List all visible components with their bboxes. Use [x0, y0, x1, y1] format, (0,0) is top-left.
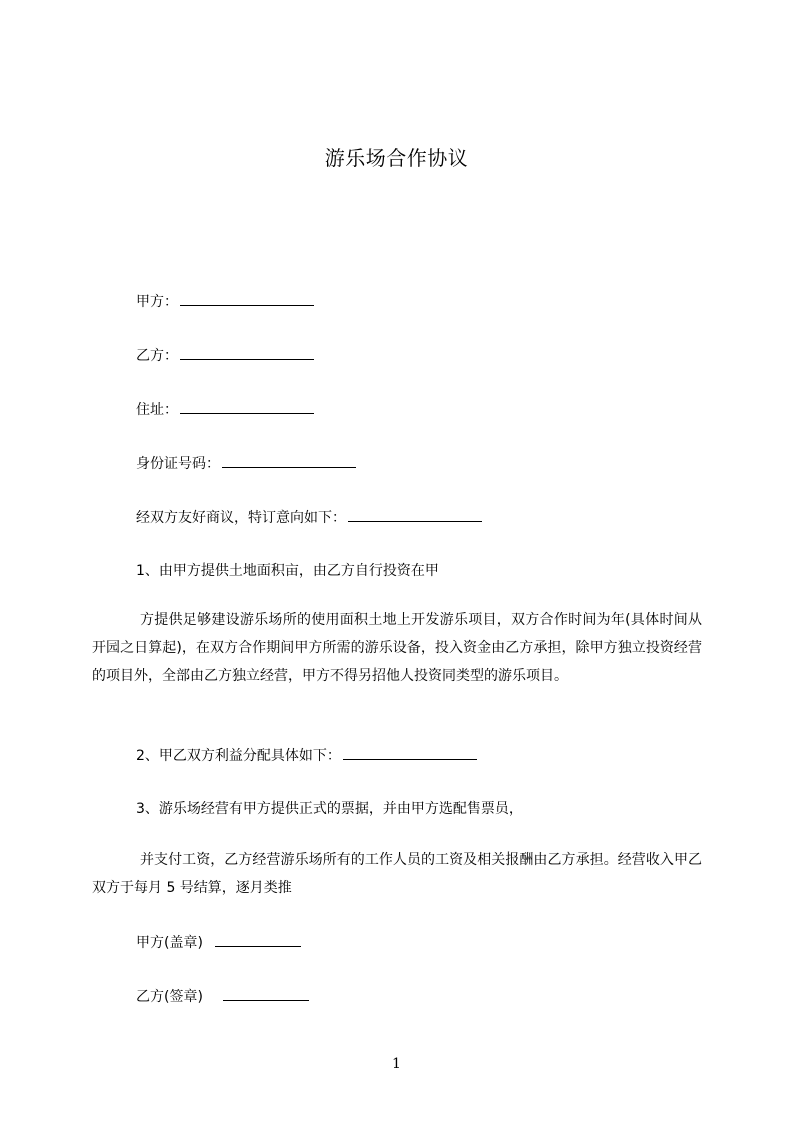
- party-a-seal-blank: [215, 932, 301, 947]
- clause-2-blank: [343, 745, 477, 760]
- clause-2-heading: 2、甲乙双方利益分配具体如下：: [136, 748, 341, 764]
- page-number: 1: [392, 1056, 401, 1072]
- document-title: 游乐场合作协议: [324, 146, 469, 170]
- party-b-label: 乙方：: [136, 348, 178, 364]
- clause-1-heading: 1、由甲方提供土地面积亩，由乙方自行投资在甲: [136, 563, 439, 579]
- party-b-sign-line: [136, 986, 309, 1007]
- clause-1-body: [92, 606, 702, 690]
- clause-3-body: [92, 846, 702, 902]
- id-number-label: 身份证号码：: [136, 456, 220, 472]
- party-a-seal-line: [136, 932, 301, 953]
- clause-3-text: 并支付工资，乙方经营游乐场所有的工作人员的工资及相关报酬由乙方承担。经营收入甲乙双方于每月 5 号结算，逐月类推: [92, 852, 702, 896]
- party-b-line: [136, 345, 314, 366]
- party-a-blank: [180, 291, 314, 306]
- id-number-line: [136, 453, 356, 474]
- address-label: 住址：: [136, 402, 178, 418]
- party-b-sign-label: 乙方(签章): [136, 989, 203, 1005]
- party-a-label: 甲方：: [136, 294, 178, 310]
- party-a-line: [136, 291, 314, 312]
- negotiation-line: [136, 507, 482, 528]
- party-b-sign-blank: [223, 986, 309, 1001]
- party-b-blank: [180, 345, 314, 360]
- clause-2-line: [136, 745, 477, 766]
- negotiation-blank: [348, 507, 482, 522]
- address-line: [136, 399, 314, 420]
- id-number-blank: [222, 453, 356, 468]
- party-a-seal-label: 甲方(盖章): [136, 935, 203, 951]
- address-blank: [180, 399, 314, 414]
- negotiation-label: 经双方友好商议，特订意向如下：: [136, 510, 346, 526]
- clause-1-text: 方提供足够建设游乐场所的使用面积土地上开发游乐项目，双方合作时间为年(具体时间从开园之日算起)，在双方合作期间甲方所需的游乐设备，投入资金由乙方承担，除甲方独立投资经营的项目外，全部由乙方独立经营，甲方不得另招他人投资同类型的游乐项目。: [92, 612, 702, 684]
- clause-3-heading: 3、游乐场经营有甲方提供正式的票据，并由甲方选配售票员，: [136, 801, 523, 817]
